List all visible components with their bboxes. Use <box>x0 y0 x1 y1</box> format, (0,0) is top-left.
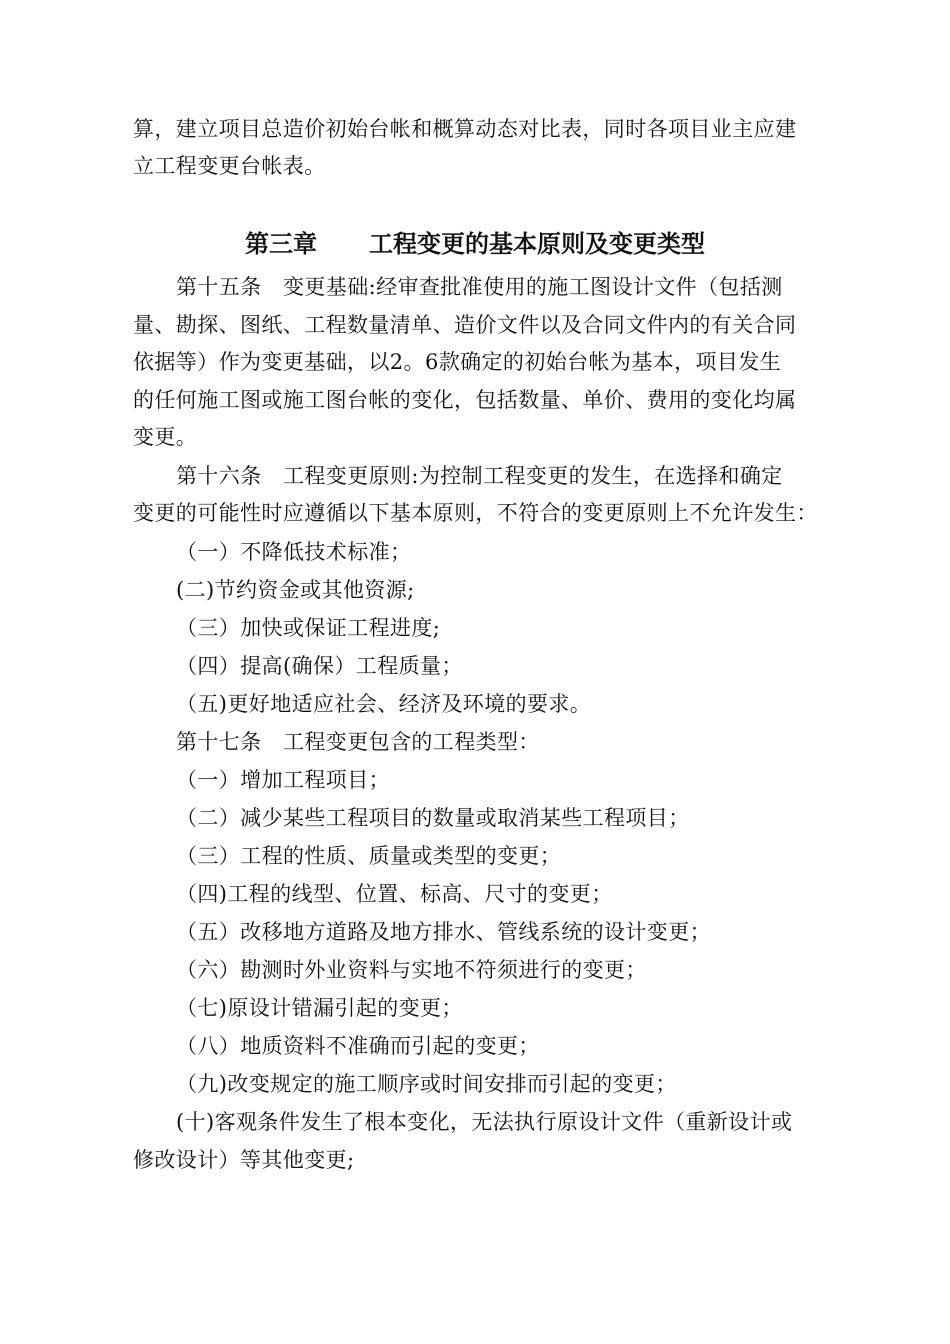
article-16-item-1: （一）不降低技术标准； <box>176 540 412 564</box>
article-16-line-1: 第十六条 工程变更原则:为控制工程变更的发生，在选择和确定 <box>176 464 783 488</box>
article-17-item-7: （七)原设计错漏引起的变更； <box>176 996 463 1020</box>
article-16-line-2: 变更的可能性时应遵循以下基本原则，不符合的变更原则上不允许发生： <box>133 501 818 525</box>
article-16-item-3: （三）加快或保证工程进度; <box>176 616 441 640</box>
article-17-item-9: （九)改变规定的施工顺序或时间安排而引起的变更； <box>176 1072 677 1096</box>
article-17-item-1: （一）增加工程项目； <box>176 768 390 792</box>
article-16-item-2: (二)节约资金或其他资源; <box>176 578 415 602</box>
article-17-item-6: （六）勘测时外业资料与实地不符须进行的变更； <box>176 958 647 982</box>
chapter-number: 第三章 <box>245 230 317 258</box>
article-17-item-10-line-2: 修改设计）等其他变更; <box>133 1148 355 1172</box>
article-15-line-1: 第十五条 变更基础:经审查批准使用的施工图设计文件（包括测 <box>176 275 783 299</box>
article-17-line-1: 第十七条 工程变更包含的工程类型： <box>176 730 540 754</box>
article-15-line-2: 量、勘探、图纸、工程数量清单、造价文件以及合同文件内的有关合同 <box>133 313 797 337</box>
article-17-item-10-line-1: (十)客观条件发生了根本变化，无法执行原设计文件（重新设计或 <box>176 1110 793 1134</box>
intro-line-2: 立工程变更台帐表。 <box>133 154 326 178</box>
chapter-heading <box>0 227 950 261</box>
article-17-item-4: （四)工程的线型、位置、标高、尺寸的变更； <box>176 882 613 906</box>
intro-line-1: 算，建立项目总造价初始台帐和概算动态对比表，同时各项目业主应建 <box>133 117 797 141</box>
article-17-item-3: （三）工程的性质、质量或类型的变更； <box>176 844 562 868</box>
chapter-title: 工程变更的基本原则及变更类型 <box>369 230 705 258</box>
article-15-line-4: 的任何施工图或施工图台帐的变化，包括数量、单价、费用的变化均属 <box>133 388 797 412</box>
article-17-item-5: （五）改移地方道路及地方排水、管线系统的设计变更； <box>176 920 711 944</box>
article-16-item-5: （五)更好地适应社会、经济及环境的要求。 <box>176 692 592 716</box>
article-17-item-8: （八）地质资料不准确而引起的变更； <box>176 1034 540 1058</box>
article-15-line-5: 变更。 <box>133 425 198 449</box>
article-16-item-4: （四）提高(确保）工程质量； <box>176 654 463 678</box>
article-15-line-3: 依据等）作为变更基础，以2。6款确定的初始台帐为基本，项目发生 <box>133 350 782 374</box>
article-17-item-2: （二）减少某些工程项目的数量或取消某些工程项目； <box>176 806 690 830</box>
